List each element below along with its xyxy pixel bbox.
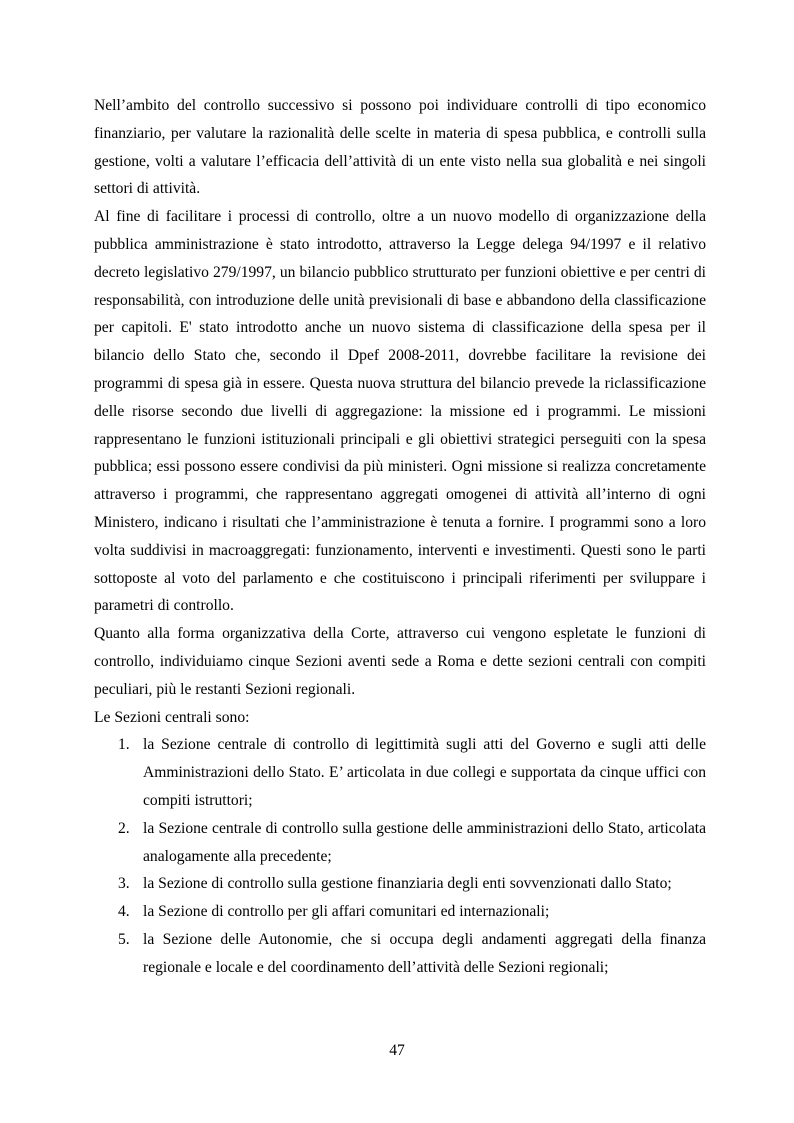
list-item-text: la Sezione di controllo sulla gestione finanziaria degli enti sovvenzionati dallo Stato; bbox=[143, 875, 672, 893]
paragraph-processi-controllo: Al fine di facilitare i processi di controllo, oltre a un nuovo modello di organizzazione della pubblica amministrazione è stato introdotto, attraverso la Legge delega 94/1997 e il relativo decreto legislativo 279/1997, un bilancio pubblico strutturato per funzioni obiettive e per centri di responsabilità, con introduzione delle unità previsionali di base e abbandono della classificazione per capitoli. E' stato introdotto anche un nuovo sistema di classificazione della spesa per il bilancio dello Stato che, secondo il Dpef 2008-2011, dovrebbe facilitare la revisione dei programmi di spesa già in essere. Questa nuova struttura del bilancio prevede la riclassificazione delle risorse secondo due livelli di aggregazione: la missione ed i programmi. Le missioni rappresentano le funzioni istituzionali principali e gli obiettivi strategici perseguiti con la spesa pubblica; essi possono essere condivisi da più ministeri. Ogni missione si realizza concretamente attraverso i programmi, che rappresentano aggregati omogenei di attività all’interno di ogni Ministero, indicano i risultati che l’amministrazione è tenuta a fornire. I programmi sono a loro volta suddivisi in macroaggregati: funzionamento, interventi e investimenti. Questi sono le parti sottoposte al voto del parlamento e che costituiscono i principali riferimenti per sviluppare i parametri di controllo. bbox=[94, 208, 706, 615]
sezioni-centrali-list bbox=[94, 731, 706, 981]
list-item-number: 3. bbox=[118, 875, 130, 893]
paragraph-controllo-successivo: Nell’ambito del controllo successivo si possono poi individuare controlli di tipo economico finanziario, per valutare la razionalità delle scelte in materia di spesa pubblica, e controlli sulla gestione, volti a valutare l’efficacia dell’attività di un ente visto nella sua globalità e nei singoli settori di attività. bbox=[94, 97, 706, 198]
list-item-text: la Sezione delle Autonomie, che si occupa degli andamenti aggregati della finanza regionale e locale e del coordinamento dell’attività delle Sezioni regionali; bbox=[143, 930, 706, 976]
list-item bbox=[94, 898, 706, 926]
list-item bbox=[94, 870, 706, 898]
list-item-number: 5. bbox=[118, 930, 130, 948]
list-item-number: 2. bbox=[118, 819, 130, 837]
list-item bbox=[94, 731, 706, 814]
list-item-number: 1. bbox=[118, 736, 130, 754]
list-item-text: la Sezione di controllo per gli affari comunitari ed internazionali; bbox=[143, 903, 550, 921]
list-item bbox=[94, 815, 706, 871]
paragraph-sezioni-intro: Le Sezioni centrali sono: bbox=[94, 708, 250, 726]
page-body bbox=[94, 92, 706, 982]
list-item-text: la Sezione centrale di controllo di legittimità sugli atti del Governo e sugli atti delle Amministrazioni dello Stato. E’ articolata in due collegi e supportata da cinque uffici con compiti istruttori; bbox=[143, 736, 706, 809]
list-item-number: 4. bbox=[118, 903, 130, 921]
list-item-text: la Sezione centrale di controllo sulla gestione delle amministrazioni dello Stato, articolata analogamente alla precedente; bbox=[143, 819, 706, 865]
page-number: 47 bbox=[389, 1042, 405, 1059]
list-item bbox=[94, 926, 706, 982]
paragraph-forma-organizzativa: Quanto alla forma organizzativa della Corte, attraverso cui vengono espletate le funzioni di controllo, individuiamo cinque Sezioni aventi sede a Roma e dette sezioni centrali con compiti peculiari, più le restanti Sezioni regionali. bbox=[94, 625, 706, 698]
